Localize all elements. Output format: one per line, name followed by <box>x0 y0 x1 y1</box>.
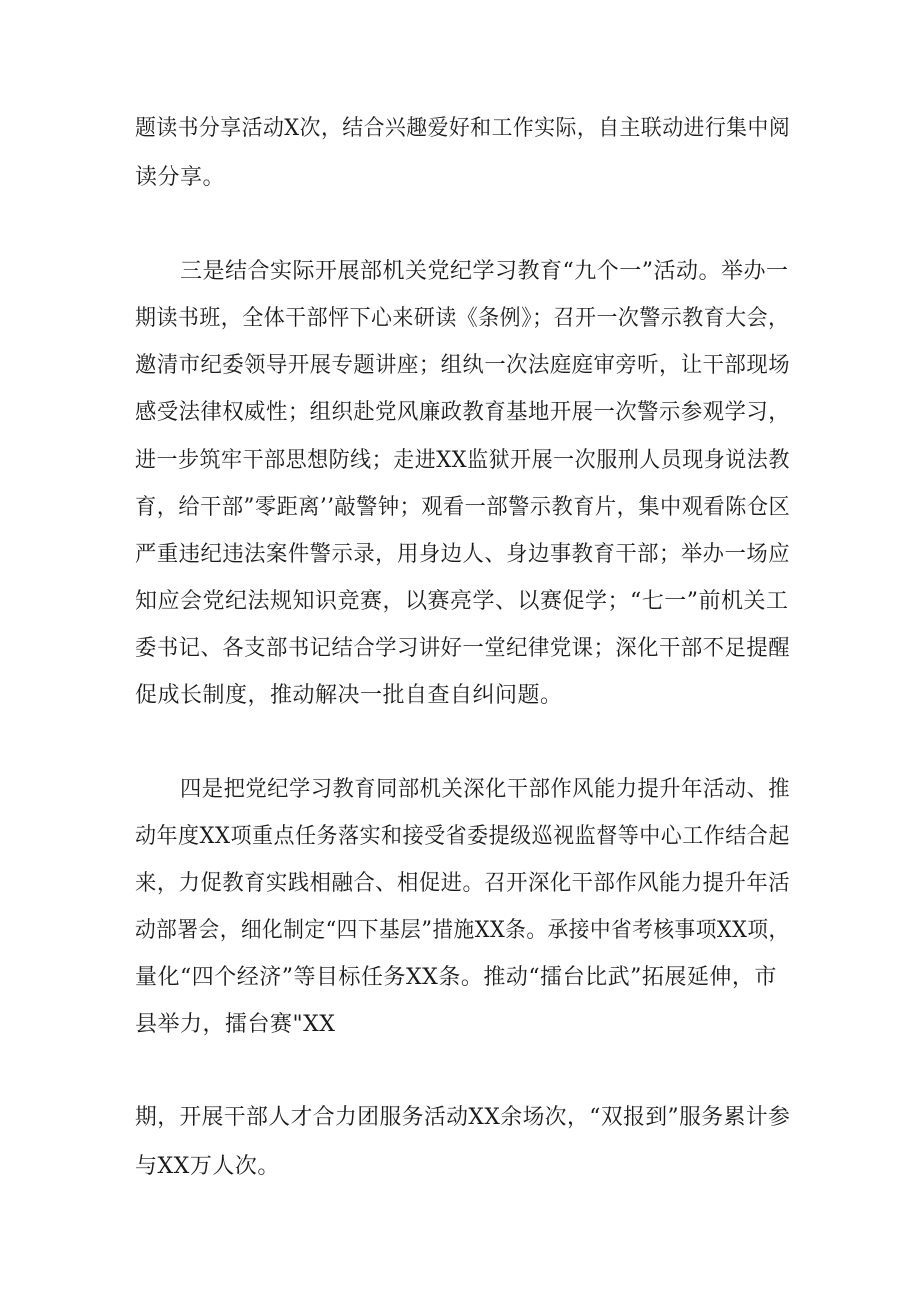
paragraph-start-line: 三是结合实际开展部机关党纪学习教育“九个一”活动。举办一 <box>180 259 789 284</box>
text-line: 读分享。 <box>135 165 226 190</box>
text-line: 题读书分享活动X次，结合兴趣爱好和工作实际，自主联动进行集中阅 <box>135 116 791 141</box>
text-line: 期，开展干部人才合力团服务活动XX余场次，“双报到”服务累计参 <box>135 1105 791 1130</box>
text-line: 感受法律权威性；组织赴党风廉政教育基地开展一次警示参观学习， <box>135 400 791 425</box>
text-line: 进一步筑牢干部思想防线；走进XX监狱开展一次服刑人员现身说法教 <box>135 448 790 473</box>
text-line: 与XX万人次。 <box>135 1154 280 1179</box>
paragraph-start-line: 四是把党纪学习教育同部机关深化干部作风能力提升年活动、推 <box>180 777 791 802</box>
text-line: 来，力促教育实践相融合、相促进。召开深化干部作风能力提升年活 <box>135 871 791 896</box>
text-line: 知应会党纪法规知识竞赛，以赛亮学、以赛促学；“七一”前机关工 <box>135 589 789 614</box>
text-line: 动年度XX项重点任务落实和接受省委提级巡视监督等中心工作结合起 <box>135 824 790 849</box>
text-line: 动部署会，细化制定“四下基层”措施XX条。承接中省考核事项XX项， <box>135 918 790 943</box>
text-line: 严重违纪违法案件警示录，用身边人、身边事教育干部；举办一场应 <box>135 542 791 567</box>
text-line: 促成长制度，推动解决一批自查自纠问题。 <box>135 683 563 708</box>
text-line: 委书记、各支部书记结合学习讲好一堂纪律党课；深化干部不足提醒 <box>135 636 791 661</box>
text-line: 量化“四个经济”等目标任务XX条。推动“擂台比武”拓展延伸，市 <box>135 965 777 990</box>
text-line: 育，给干部”零距离’’敲警钟；观看一部警示教育片，集中观看陈仓区 <box>135 495 791 520</box>
text-line: 期读书班，全体干部怦下心来研读《条例》；召开一次警示教育大会， <box>135 306 790 331</box>
text-line: 邀清市纪委领导开展专题讲座；组纨一次法庭庭审旁听，让干部现场 <box>135 353 791 378</box>
text-line: 县举力，擂台赛"XX <box>135 1012 336 1037</box>
